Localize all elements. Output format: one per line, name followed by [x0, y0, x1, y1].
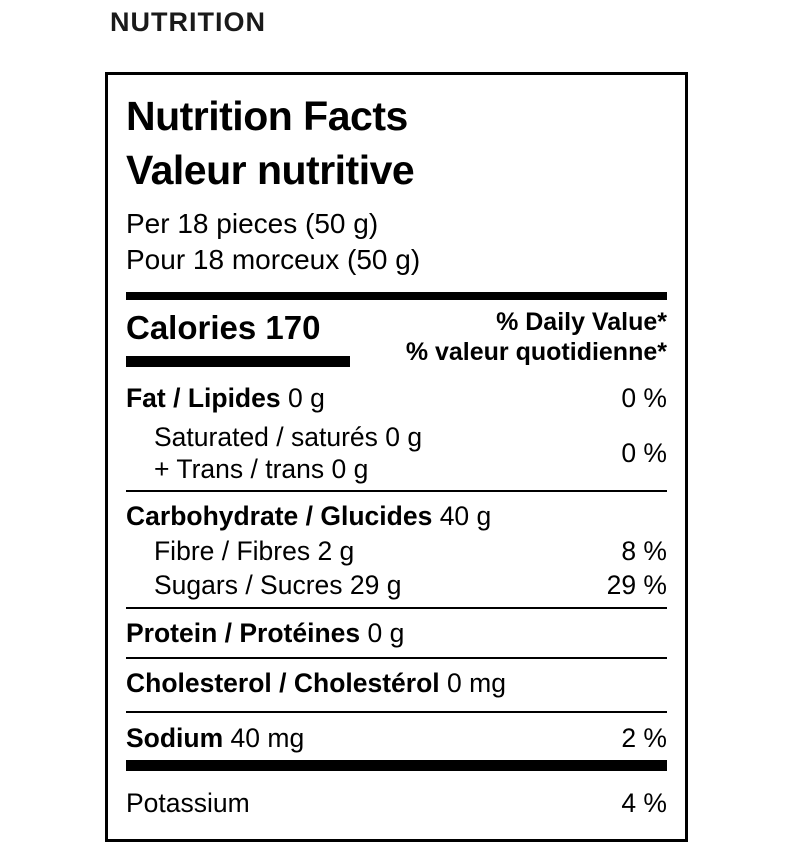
fat-label — [126, 383, 325, 413]
sodium-label — [126, 723, 304, 753]
calories-row — [126, 307, 667, 367]
fibre-row — [126, 536, 667, 566]
carbohydrate-amount: 40 g — [439, 501, 492, 531]
protein-row — [126, 618, 667, 648]
divider-after-cholesterol — [126, 711, 667, 713]
cholesterol-name: Cholesterol / Cholestérol — [126, 668, 440, 698]
daily-value-header-french: % valeur quotidienne* — [405, 338, 667, 366]
saturated-trans-group — [126, 421, 667, 485]
nutrition-facts-panel — [105, 72, 688, 842]
serving-size-block — [126, 206, 667, 278]
sugars-row — [126, 570, 667, 600]
carbohydrate-label — [126, 501, 491, 531]
sugars-daily-value: 29 % — [606, 570, 667, 600]
protein-amount: 0 g — [367, 618, 405, 648]
daily-value-header-english: % Daily Value* — [496, 308, 667, 336]
sodium-amount: 40 mg — [230, 723, 305, 753]
clipped-bottom-row — [126, 788, 667, 818]
serving-size-french: Pour 18 morceux (50 g) — [126, 244, 421, 275]
fibre-daily-value: 8 % — [621, 536, 667, 566]
cholesterol-label — [126, 668, 506, 698]
label-title-english: Nutrition Facts — [126, 93, 408, 139]
divider-thick-top — [126, 292, 667, 300]
saturated-trans-lines — [126, 421, 422, 485]
saturated-fat-line: Saturated / saturés 0 g — [154, 422, 423, 452]
fat-row — [126, 383, 667, 413]
divider-thick-bottom — [126, 760, 667, 771]
saturated-trans-daily-value: 0 % — [621, 437, 667, 468]
fat-daily-value: 0 % — [621, 383, 667, 413]
nutrition-facts-content — [108, 75, 685, 818]
carbohydrate-name: Carbohydrate / Glucides — [126, 501, 433, 531]
calories-value: Calories 170 — [126, 309, 321, 346]
fat-amount: 0 g — [287, 383, 325, 413]
clipped-row-daily-value: 4 % — [621, 788, 667, 818]
daily-value-header — [406, 307, 667, 367]
sodium-daily-value: 2 % — [621, 723, 667, 753]
protein-name: Protein / Protéines — [126, 618, 361, 648]
divider-after-carbohydrate — [126, 607, 667, 609]
label-title-french: Valeur nutritive — [126, 147, 415, 193]
fat-name: Fat / Lipides — [126, 383, 281, 413]
carbohydrate-row — [126, 501, 667, 531]
fibre-label: Fibre / Fibres 2 g — [154, 536, 355, 566]
divider-after-fat — [126, 490, 667, 492]
trans-fat-line: + Trans / trans 0 g — [154, 454, 369, 484]
calories-block — [126, 307, 350, 367]
page-title: NUTRITION — [110, 7, 266, 37]
cholesterol-amount: 0 mg — [447, 668, 506, 698]
protein-label — [126, 618, 404, 648]
sodium-name: Sodium — [126, 723, 224, 753]
cholesterol-row — [126, 668, 667, 698]
clipped-row-label: Potassium — [126, 788, 250, 818]
divider-after-protein — [126, 657, 667, 659]
sugars-label: Sugars / Sucres 29 g — [154, 570, 402, 600]
calories-underline-bar — [126, 356, 350, 367]
serving-size-english: Per 18 pieces (50 g) — [126, 208, 379, 239]
sodium-row — [126, 723, 667, 753]
